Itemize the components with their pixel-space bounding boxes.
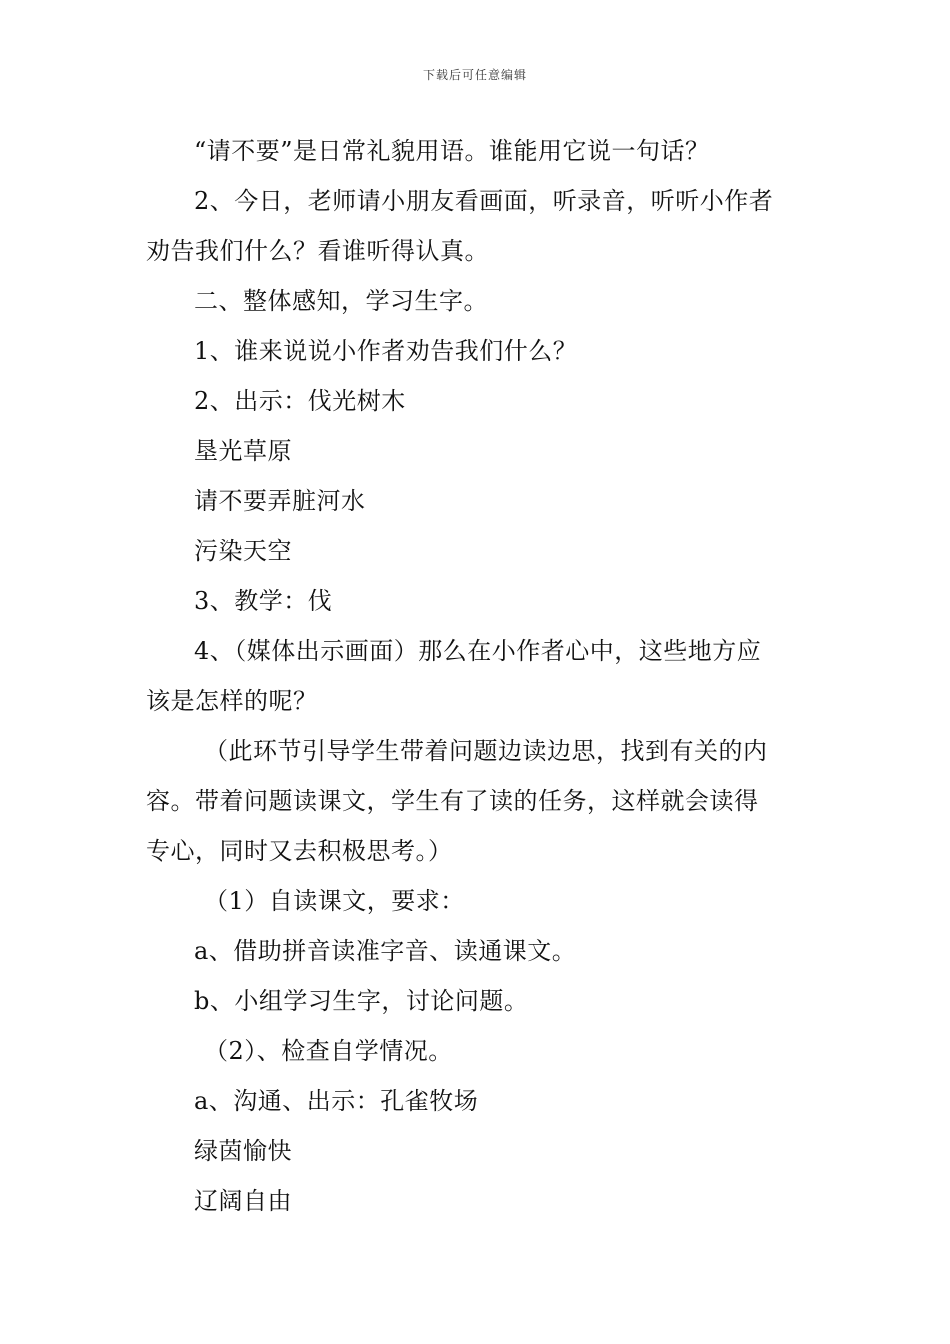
text-line: a、沟通、出示：孔雀牧场 — [194, 1087, 479, 1115]
text-line: （1）自读课文，要求： — [204, 887, 465, 915]
text-line: a、借助拼音读准字音、读通课文。 — [194, 937, 577, 965]
text-line: “请不要”是日常礼貌用语。谁能用它说一句话？ — [194, 137, 710, 165]
text-line: 该是怎样的呢？ — [146, 687, 318, 715]
text-line: （2）、检查自学情况。 — [204, 1037, 453, 1065]
text-line: 1、谁来说说小作者劝告我们什么？ — [194, 337, 578, 365]
text-line: b、小组学习生字，讨论问题。 — [194, 987, 529, 1015]
text-line: 2、今日，老师请小朋友看画面，听录音，听听小作者 — [194, 187, 774, 215]
text-line: 请不要弄脏河水 — [194, 487, 366, 515]
page-header-note: 下载后可任意编辑 — [422, 68, 527, 82]
text-line: （此环节引导学生带着问题边读边思，找到有关的内 — [204, 737, 768, 765]
text-line: 污染天空 — [194, 537, 292, 565]
text-line: 绿茵愉快 — [194, 1137, 292, 1165]
text-line: 劝告我们什么？看谁听得认真。 — [146, 237, 489, 265]
text-line: 2、出示：伐光树木 — [194, 387, 406, 415]
text-line: 3、教学：伐 — [194, 587, 333, 615]
document-body — [146, 126, 810, 1226]
text-line: 垦光草原 — [194, 437, 292, 465]
text-line: 辽阔自由 — [194, 1187, 292, 1215]
text-line: 专心，同时又去积极思考。） — [146, 837, 453, 865]
text-line: 4、（媒体出示画面）那么在小作者心中，这些地方应 — [194, 637, 762, 665]
text-line: 容。带着问题读课文，学生有了读的任务，这样就会读得 — [146, 787, 759, 815]
text-line: 二、整体感知，学习生字。 — [194, 287, 488, 315]
